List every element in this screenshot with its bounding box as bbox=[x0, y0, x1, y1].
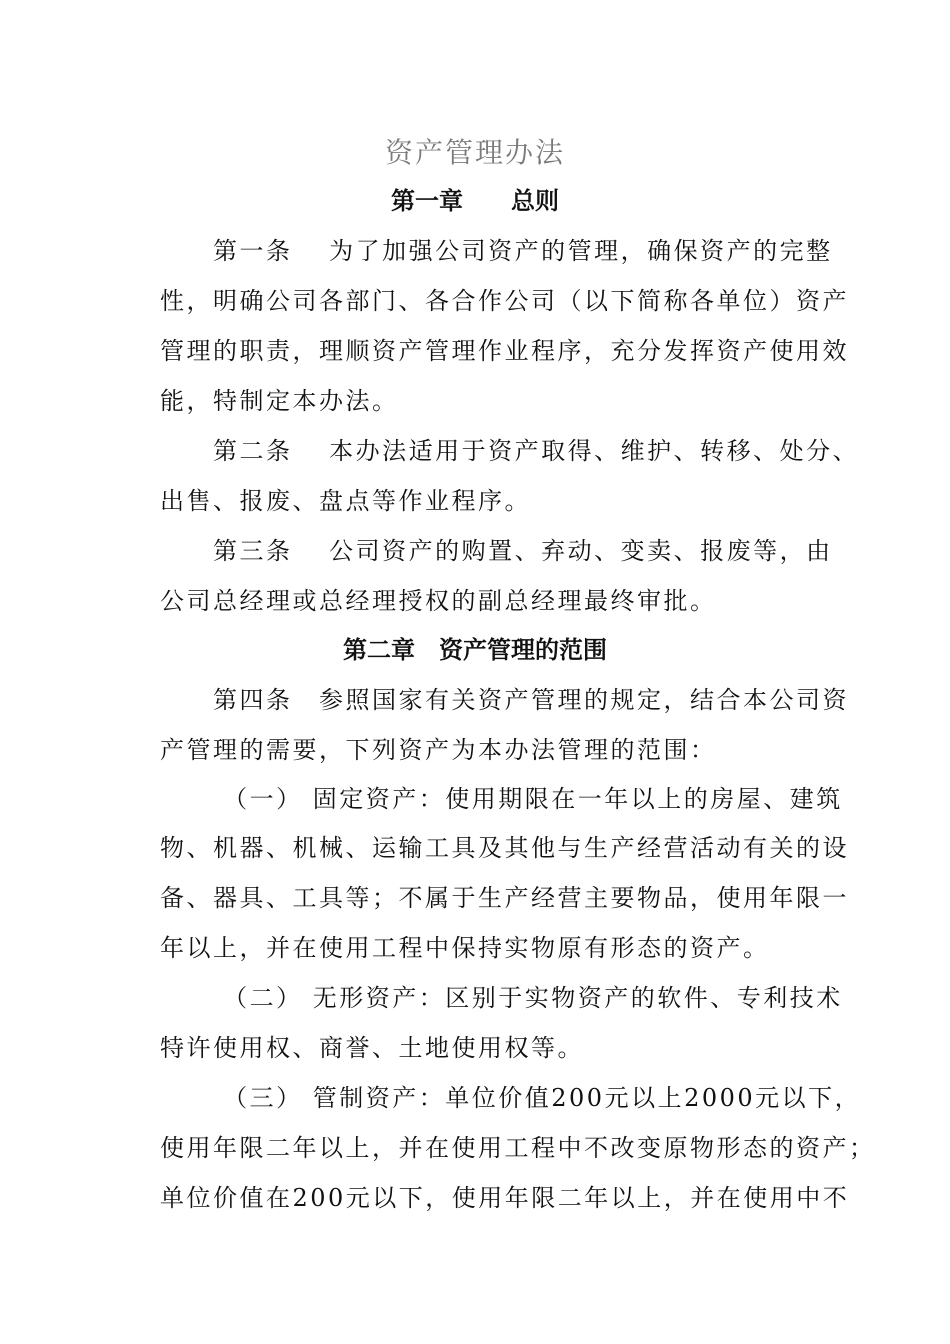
paragraph-line: 单位价值在200元以下，使用年限二年以上，并在使用中不 bbox=[160, 1184, 850, 1212]
paragraph-line: 第四条 参照国家有关资产管理的规定，结合本公司资 bbox=[160, 686, 849, 714]
paragraph-line: （二） 无形资产：区别于实物资产的软件、专利技术 bbox=[160, 984, 843, 1012]
chapter-1-heading: 第一章 总则 bbox=[391, 186, 559, 215]
paragraph-line: 产管理的需要，下列资产为本办法管理的范围： bbox=[160, 736, 717, 764]
chapter-2-heading: 第二章 资产管理的范围 bbox=[343, 635, 607, 664]
paragraph-line: 第一条 为了加强公司资产的管理，确保资产的完整 bbox=[160, 237, 833, 265]
paragraph-line: 年以上，并在使用工程中保持实物原有形态的资产。 bbox=[160, 934, 770, 962]
paragraph-line: 特许使用权、商誉、土地使用权等。 bbox=[160, 1034, 584, 1062]
paragraph-line: 出售、报废、盘点等作业程序。 bbox=[160, 487, 531, 515]
paragraph-line: 性，明确公司各部门、各合作公司（以下简称各单位）资产 bbox=[160, 287, 849, 315]
paragraph-line: 能，特制定本办法。 bbox=[160, 387, 399, 415]
paragraph-line: 第三条 公司资产的购置、弃动、变卖、报废等，由 bbox=[160, 537, 833, 565]
paragraph-line: 第二条 本办法适用于资产取得、维护、转移、处分、 bbox=[160, 437, 860, 465]
paragraph-line: 备、器具、工具等；不属于生产经营主要物品，使用年限一 bbox=[160, 884, 849, 912]
paragraph-line: 物、机器、机械、运输工具及其他与生产经营活动有关的设 bbox=[160, 834, 849, 862]
paragraph-line: 公司总经理或总经理授权的副总经理最终审批。 bbox=[160, 587, 717, 615]
document-title: 资产管理办法 bbox=[384, 136, 565, 169]
paragraph-line: 管理的职责，理顺资产管理作业程序，充分发挥资产使用效 bbox=[160, 337, 849, 365]
paragraph-line: （三） 管制资产：单位价值200元以上2000元以下， bbox=[160, 1084, 862, 1112]
paragraph-line: （一） 固定资产：使用期限在一年以上的房屋、建筑 bbox=[160, 785, 843, 813]
paragraph-line: 使用年限二年以上，并在使用工程中不改变原物形态的资产； bbox=[160, 1134, 876, 1162]
